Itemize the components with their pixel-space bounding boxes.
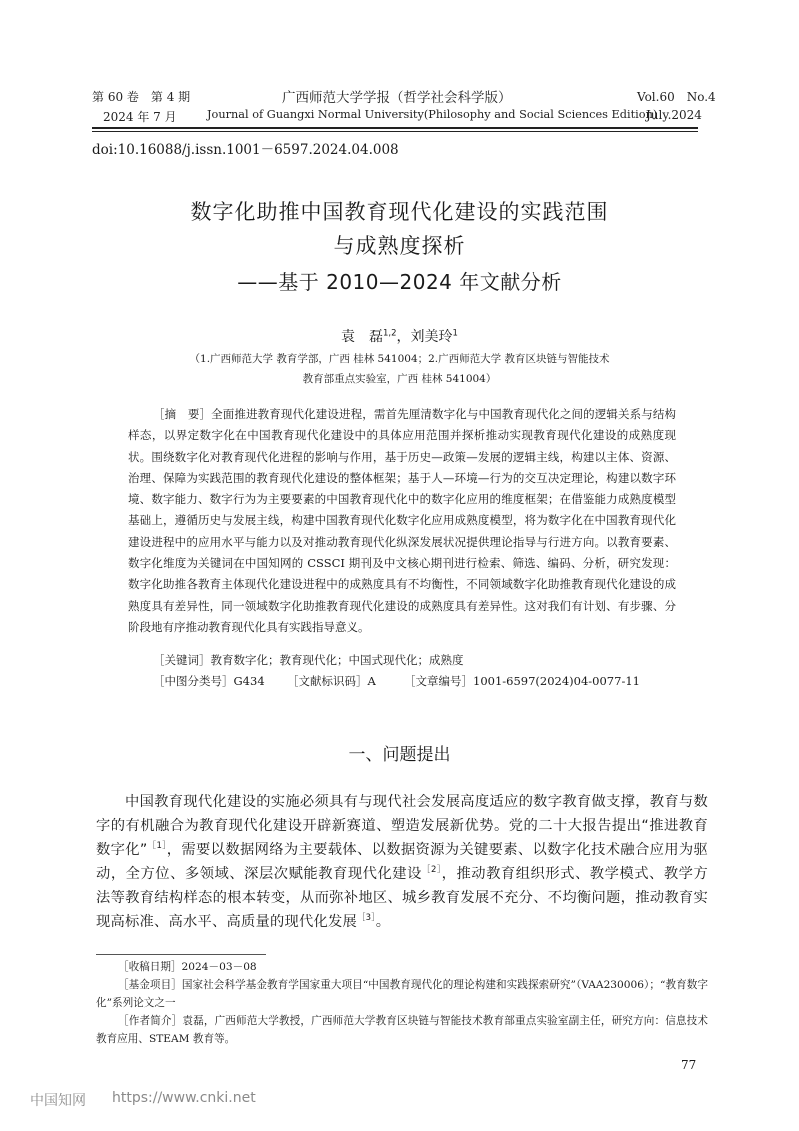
- footnote-author-bio: ［作者简介］袁磊，广西师范大学教授，广西师范大学教育区块链与智能技术教育部重点实验室副主任，研究方向：信息技术教育应用、STEAM 教育等。: [96, 1015, 708, 1045]
- keywords-label: ［关键词］: [153, 653, 211, 667]
- body-text: 。: [375, 914, 391, 930]
- doi: doi:10.16088/j.issn.1001－6597.2024.04.008: [92, 142, 399, 158]
- footnotes: [96, 958, 708, 1048]
- body-text: 中国教育现代化建设的实施必须具有与现代社会发展高度适应的数字教育做支撑，教育与数字的有机融合为教育现代化建设开辟新赛道、塑造发展新优势。党的二十大报告提出“推进教育数字化”: [96, 794, 708, 858]
- citation-3: ［3］: [356, 913, 376, 924]
- clc-label: ［中图分类号］: [153, 674, 234, 688]
- article-title-line2: 与成熟度探析: [333, 234, 466, 258]
- header-journal-title-en: Journal of Guangxi Normal University(Philosophy and Social Sciences Edition): [207, 108, 658, 121]
- header-volume-issue: 第 60 卷 第 4 期: [92, 90, 191, 104]
- keywords-text: 教育数字化；教育现代化；中国式现代化；成熟度: [210, 653, 464, 667]
- keywords: [153, 652, 464, 668]
- affiliation-line1: （1.广西师范大学 教育学部，广西 桂林 541004；2.广西师范大学 教育区块链与智能技术: [189, 353, 610, 365]
- header-journal-title: 广西师范大学学报（哲学社会科学版）: [282, 90, 512, 106]
- body-text: ，需要以数据网络为主要载体、以数据资源为关键要素、以数字化技术融合应用为驱动，全方位、多领域、深层次赋能教育现代化建设: [96, 842, 708, 882]
- author-line: [0, 326, 799, 346]
- body-paragraph: [96, 790, 708, 934]
- article-number-value: 1001-6597(2024)04-0077-11: [473, 674, 640, 688]
- article-title-line1: 数字化助推中国教育现代化建设的实践范围: [190, 200, 609, 224]
- page-number: 77: [681, 1058, 697, 1072]
- header-date-en: July.2024: [646, 108, 702, 122]
- affiliation-line2: 教育部重点实验室，广西 桂林 541004）: [302, 373, 497, 385]
- cnki-url[interactable]: https://www.cnki.net: [112, 1090, 256, 1106]
- footnote-received: ［收稿日期］2024－03－08: [118, 961, 257, 973]
- footnote-rule: [96, 954, 266, 955]
- cnki-logo: 中国知网: [30, 1093, 86, 1109]
- abstract-text: 全面推进教育现代化建设进程，需首先厘清数字化与中国教育现代化之间的逻辑关系与结构样态，以界定数字化在中国教育现代化建设中的具体应用范围并探析推动实现教育现代化建设的成熟度现状。围绕数字化对教育现代化进程的影响与作用，基于历史—政策—发展的逻辑主线，构建以主体、资源、治理、保障为实践范围的教育现代化建设的整体框架；基于人—环境—行为的交互决定理论，构建以数字环境、数字能力、数字行为为主要要素的中国教育现代化中的数字化应用的维度框架；在借鉴能力成熟度模型基础上，遵循历史与发展主线，构建中国教育现代化数字化应用成熟度模型，将为数字化在中国教育现代化建设进程中的应用水平与能力以及对推动教育现代化纵深发展状况提供理论指导与行进方向。以教育要素、数字化维度为关键词在中国知网的 CSSCI 期刊及中文核心期刊进行检索、筛选、编码、分析，研究发现：数字化助推各教育主体现代化建设进程中的成熟度具有不均衡性，不同领域数字化助推教育现代化建设的成熟度具有差异性，同一领域数字化助推教育现代化建设的成熟度具有差异性。这对我们有计划、有步骤、分阶段地有序推动教育现代化具有实践指导意义。: [128, 407, 676, 634]
- footnote-fund: ［基金项目］国家社会科学基金教育学国家重大项目“中国教育现代化的理论构建和实践探索研究”（VAA230006）；“教育数字化”系列论文之一: [96, 979, 708, 1009]
- citation-2: ［2］: [421, 865, 442, 876]
- author-name: 袁 磊: [341, 329, 384, 345]
- document-code: [287, 673, 376, 689]
- author-affil-mark: 1: [452, 328, 458, 339]
- header-volume-issue-en: Vol.60 No.4: [637, 90, 716, 104]
- author-name: 刘美玲: [410, 329, 453, 345]
- author-separator: ，: [396, 329, 411, 345]
- document-code-label: ［文献标识码］: [287, 674, 368, 688]
- header-rule-thick: [92, 127, 698, 129]
- clc-number: [153, 673, 265, 689]
- body-text: ，推动教育组织形式、教学模式、教学方法等教育结构样态的根本转变，从而弥补地区、城乡教育发展不充分、不均衡问题，推动教育实现高标准、高水平、高质量的现代化发展: [96, 866, 708, 930]
- article-number: [404, 673, 640, 689]
- header-rule-thin: [92, 131, 698, 132]
- clc-value: G434: [233, 674, 265, 688]
- document-code-value: A: [367, 674, 376, 688]
- abstract-label: ［摘 要］: [153, 407, 212, 421]
- header-date: 2024 年 7 月: [103, 110, 177, 124]
- article-subtitle: ——基于 2010—2024 年文献分析: [237, 270, 562, 294]
- abstract: [128, 404, 676, 638]
- author-affil-mark: 1,2: [383, 328, 397, 339]
- article-number-label: ［文章编号］: [404, 674, 473, 688]
- citation-1: ［1］: [147, 841, 167, 852]
- section-heading: 一、问题提出: [348, 745, 451, 765]
